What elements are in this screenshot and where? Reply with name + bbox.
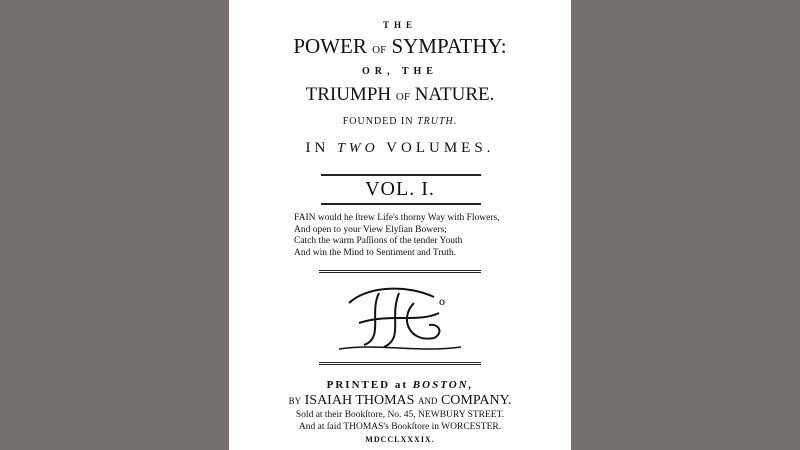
company-text: COMPANY. bbox=[440, 393, 512, 408]
subtitle-rest: NATURE. bbox=[414, 84, 495, 105]
verse-line: And win the Mind to Sentiment and Truth. bbox=[294, 247, 457, 258]
ornament-rule-top bbox=[319, 270, 481, 273]
city: BOSTON, bbox=[412, 379, 474, 391]
or-the: OR, THE bbox=[362, 66, 438, 77]
heading-the: THE bbox=[382, 20, 417, 30]
verse-line: FAIN would he ſtrew Life's thorny Way with Flowers, bbox=[294, 213, 500, 223]
volume-label: VOL. I. bbox=[365, 178, 435, 200]
founded-truth: TRUTH. bbox=[417, 116, 458, 127]
imprint-printer bbox=[229, 393, 571, 409]
title-rest: SYMPATHY: bbox=[391, 34, 507, 58]
title-main: POWER bbox=[293, 34, 367, 58]
imprint-also: And at ſaid THOMAS's Bookſtore in WORCESTER. bbox=[298, 422, 502, 432]
imprint-printed bbox=[229, 379, 571, 391]
subtitle bbox=[229, 84, 571, 106]
volumes-line bbox=[229, 140, 571, 157]
printer-name: ISAIAH THOMAS bbox=[304, 393, 415, 408]
founded-line bbox=[229, 116, 571, 127]
title-page bbox=[229, 0, 571, 450]
volumes-in: IN bbox=[305, 140, 330, 156]
verse-line: Catch the warm Paſſions of the tender Youth bbox=[294, 236, 463, 246]
epigraph bbox=[294, 213, 500, 259]
title bbox=[229, 34, 571, 59]
founded-text: FOUNDED IN bbox=[342, 116, 414, 127]
imprint-sold: Sold at their Bookſtore, No. 45, NEWBURY STREET. bbox=[295, 410, 505, 420]
verse-line: And open to your View Elyſian Bowers; bbox=[294, 224, 447, 235]
svg-text:o: o bbox=[439, 294, 445, 308]
ornament-rule-bottom bbox=[319, 362, 481, 365]
subtitle-of: OF bbox=[395, 91, 410, 103]
and-text: AND bbox=[417, 396, 438, 406]
volumes-rest: VOLUMES. bbox=[386, 140, 495, 156]
printed-text: PRINTED at bbox=[326, 379, 409, 391]
rule-top bbox=[321, 174, 481, 176]
volumes-two: TWO bbox=[337, 141, 379, 156]
subtitle-main: TRIUMPH bbox=[305, 84, 392, 105]
rule-bottom bbox=[321, 203, 481, 205]
monogram-ornament bbox=[339, 283, 461, 353]
imprint-date: MDCCLXXXIX. bbox=[365, 435, 435, 444]
by-text: BY bbox=[288, 396, 302, 406]
title-of: OF bbox=[372, 44, 387, 56]
